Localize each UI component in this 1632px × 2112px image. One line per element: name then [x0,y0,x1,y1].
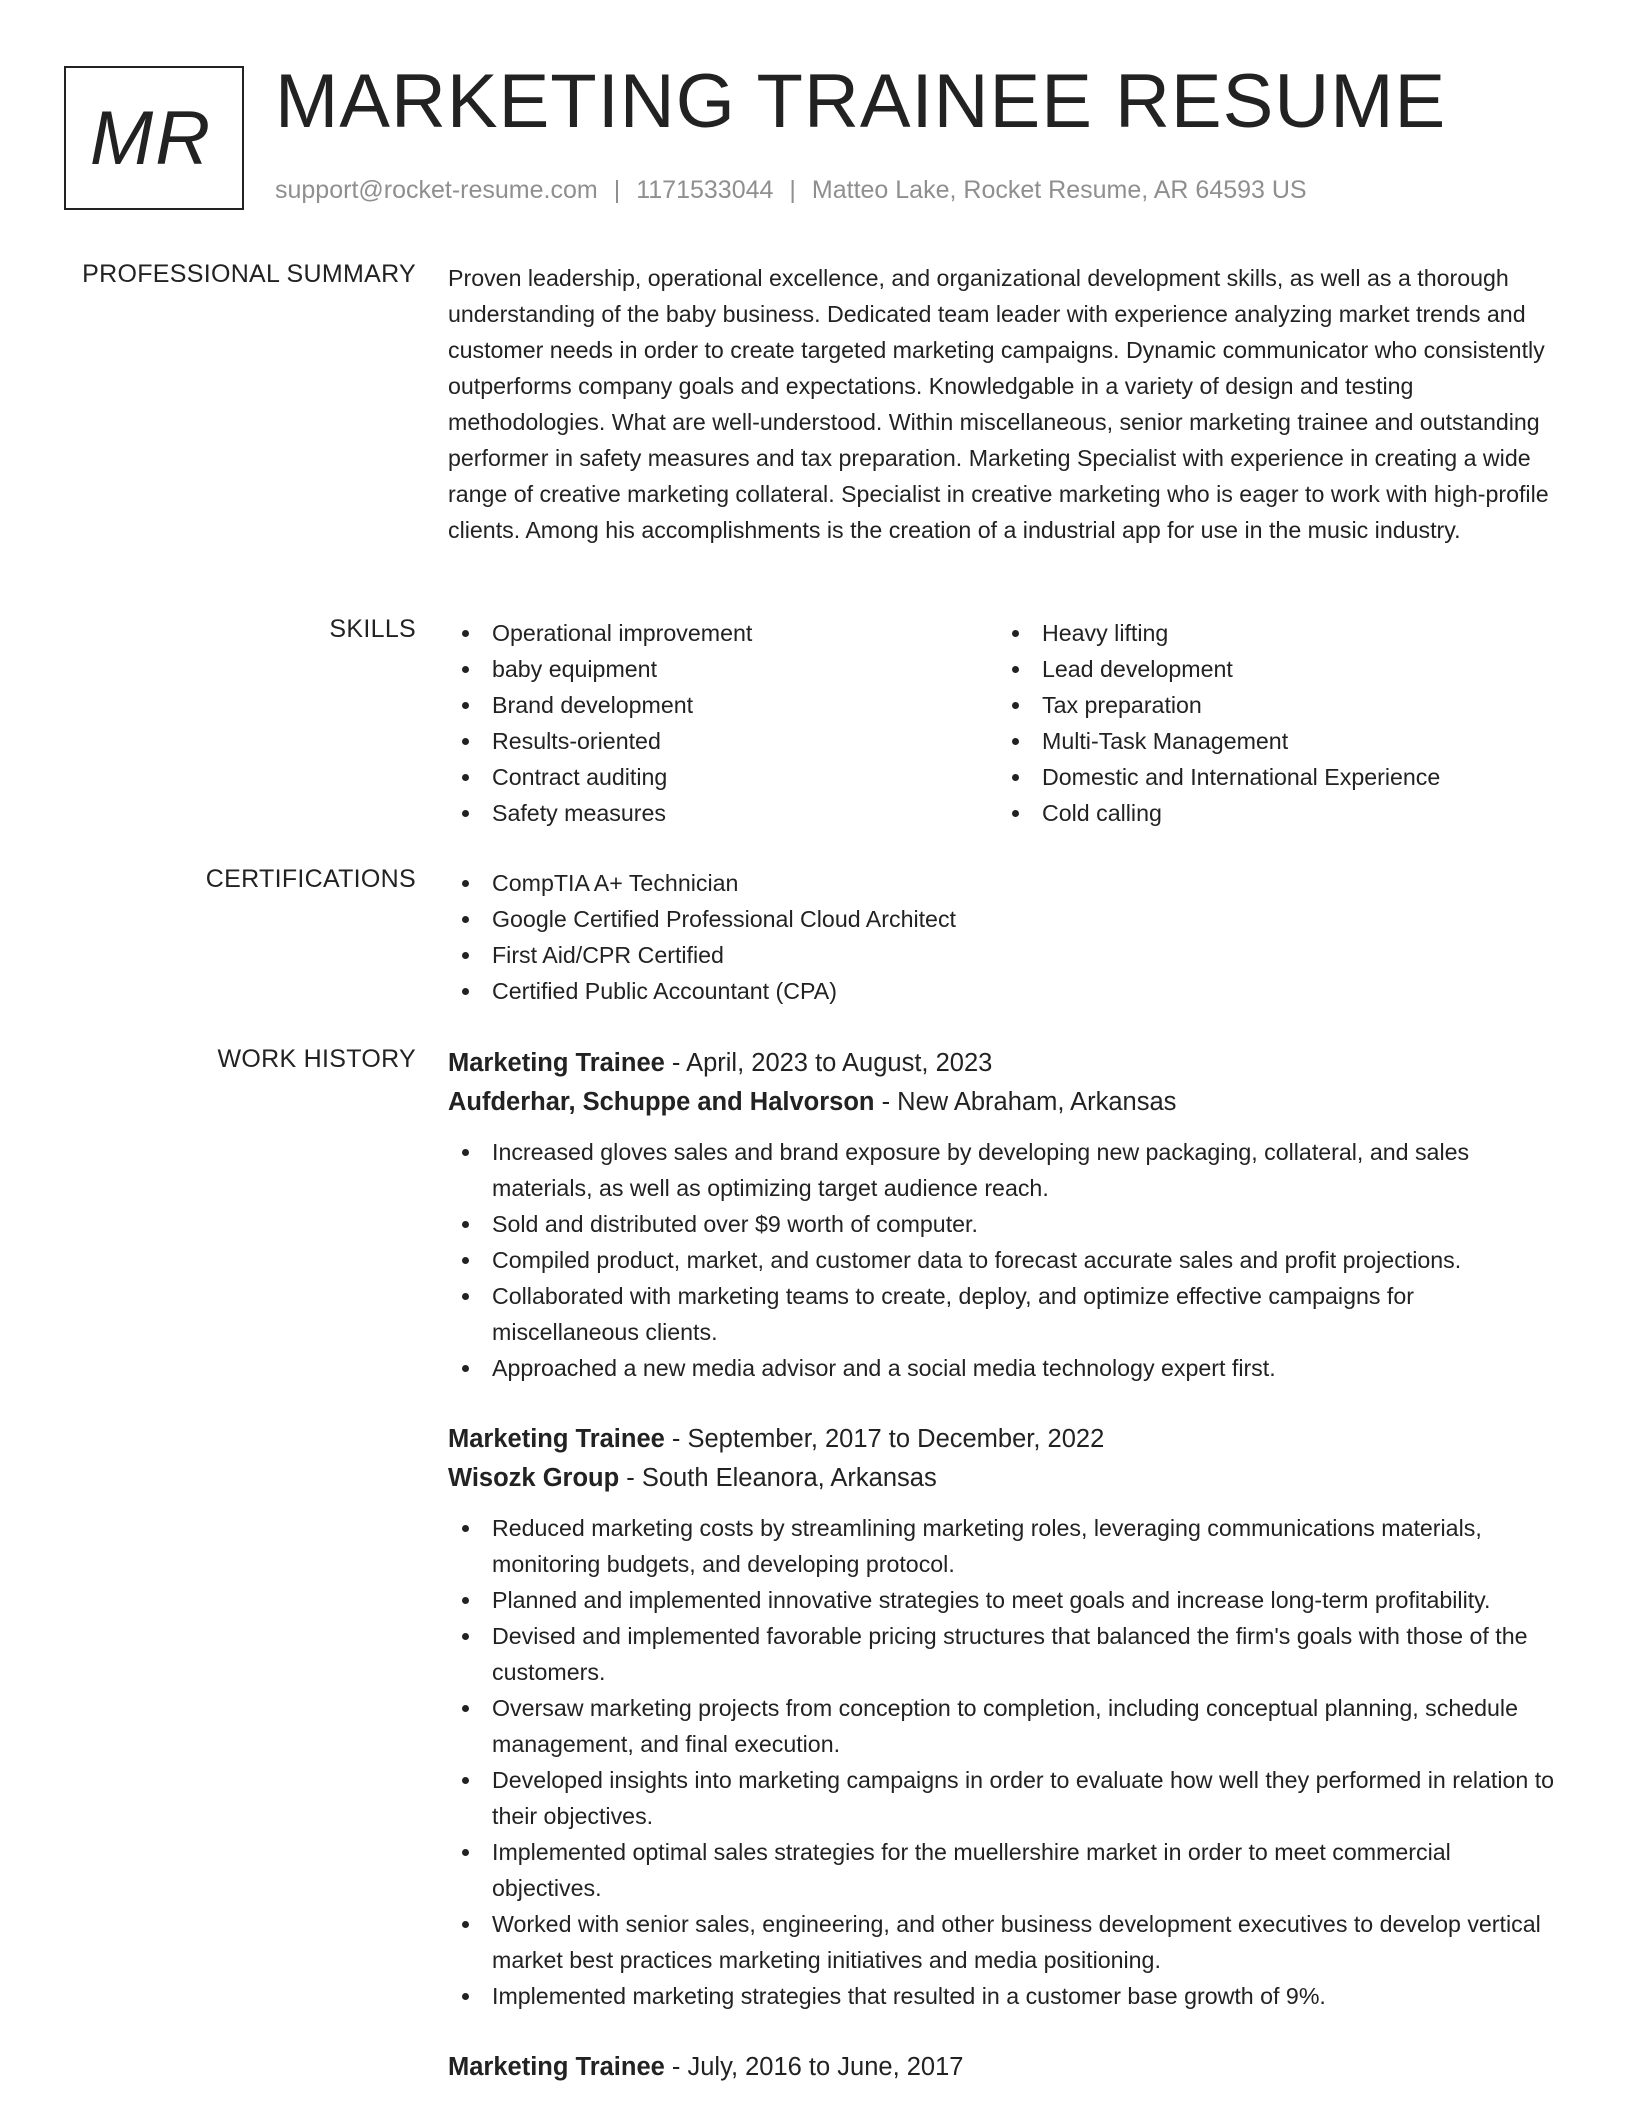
monogram-initials: MR [89,95,213,181]
skill-item: baby equipment [448,651,998,687]
job-employer [448,1082,1558,1122]
skill-item: Multi-Task Management [998,723,1548,759]
certifications-list [448,865,1558,1009]
job-bullet: Developed insights into marketing campaigns in order to evaluate how well they performed in relation to their objectives. [448,1762,1558,1834]
job-heading [448,1044,1558,1082]
job-location: - South Eleanora, Arkansas [619,1464,937,1492]
job-dates: - July, 2016 to June, 2017 [664,2053,964,2081]
contact-separator: | [789,176,796,204]
skill-item: Domestic and International Experience [998,759,1548,795]
section-label: SKILLS [329,615,416,643]
job-dates: - September, 2017 to December, 2022 [664,1425,1105,1453]
job-employer [448,1458,1558,1498]
job-company: Aufderhar, Schuppe and Halvorson [448,1088,875,1116]
contact-phone[interactable]: 1171533044 [636,176,774,204]
contact-email[interactable]: support@rocket-resume.com [275,176,598,204]
section-label: WORK HISTORY [217,1045,416,1073]
skills-list-left [448,615,998,831]
skill-item: Operational improvement [448,615,998,651]
certification-item: Certified Public Accountant (CPA) [448,973,1558,1009]
skill-item: Tax preparation [998,687,1548,723]
skill-item: Results-oriented [448,723,998,759]
job-bullet: Collaborated with marketing teams to create, deploy, and optimize effective campaigns for miscellaneous clients. [448,1278,1558,1350]
skills-list-right [998,615,1548,831]
job-bullet: Compiled product, market, and customer data to forecast accurate sales and profit projections. [448,1242,1558,1278]
job-bullet: Increased gloves sales and brand exposure by developing new packaging, collateral, and sales materials, as well as optimizing target audience reach. [448,1134,1558,1206]
job-bullet: Implemented marketing strategies that resulted in a customer base growth of 9%. [448,1978,1558,2014]
skill-item: Safety measures [448,795,998,831]
skill-item: Brand development [448,687,998,723]
contact-separator: | [613,176,621,204]
job-bullets [448,1510,1558,2014]
contact-line [275,176,1307,205]
skill-item: Heavy lifting [998,615,1548,651]
job-dates: - April, 2023 to August, 2023 [664,1049,993,1077]
job-entry [448,2048,1558,2086]
job-bullet: Implemented optimal sales strategies for the muellershire market in order to meet commercial objectives. [448,1834,1558,1906]
job-bullet: Worked with senior sales, engineering, and other business development executives to develop vertical market best practices marketing initiatives and media positioning. [448,1906,1558,1978]
job-location: - New Abraham, Arkansas [874,1088,1177,1116]
certification-item: First Aid/CPR Certified [448,937,1558,973]
job-bullets [448,1134,1558,1386]
skill-item: Contract auditing [448,759,998,795]
job-entry [448,1420,1558,2014]
job-entry [448,1044,1558,1386]
job-bullet: Approached a new media advisor and a social media technology expert first. [448,1350,1558,1386]
job-bullet: Oversaw marketing projects from conception to completion, including conceptual planning, schedule management, and final execution. [448,1690,1558,1762]
job-heading [448,2048,1558,2086]
resume-title: MARKETING TRAINEE RESUME [275,59,1447,144]
job-bullet: Sold and distributed over $9 worth of computer. [448,1206,1558,1242]
job-bullet: Devised and implemented favorable pricing structures that balanced the firm's goals with those of the customers. [448,1618,1558,1690]
certification-item: CompTIA A+ Technician [448,865,1558,901]
job-title: Marketing Trainee [448,1425,665,1453]
job-heading [448,1420,1558,1458]
certification-item: Google Certified Professional Cloud Architect [448,901,1558,937]
skill-item: Lead development [998,651,1548,687]
job-bullet: Reduced marketing costs by streamlining marketing roles, leveraging communications materials, monitoring budgets, and developing protocol. [448,1510,1558,1582]
job-company: Wisozk Group [448,1464,620,1492]
monogram-box [64,66,244,210]
summary-text: Proven leadership, operational excellence, and organizational development skills, as well as a thorough understanding of the baby business. Dedicated team leader with experience analyzing market trends and customer needs in order to create targeted marketing campaigns. Dynamic communicator who consistently outperforms company goals and expectations. Knowledgable in a variety of design and testing methodologies. What are well-understood. Within miscellaneous, senior marketing trainee and outstanding performer in safety measures and tax preparation. Marketing Specialist with experience in creating a wide range of creative marketing collateral. Specialist in creative marketing who is eager to work with high-profile clients. Among his accomplishments is the creation of a industrial app for use in the music industry. [448,265,1549,543]
section-label: PROFESSIONAL SUMMARY [82,260,416,288]
contact-address: Matteo Lake, Rocket Resume, AR 64593 US [811,176,1307,204]
job-title: Marketing Trainee [448,1049,665,1077]
section-label: CERTIFICATIONS [205,865,416,893]
job-title: Marketing Trainee [448,2053,665,2081]
skill-item: Cold calling [998,795,1548,831]
job-bullet: Planned and implemented innovative strategies to meet goals and increase long-term profitability. [448,1582,1558,1618]
